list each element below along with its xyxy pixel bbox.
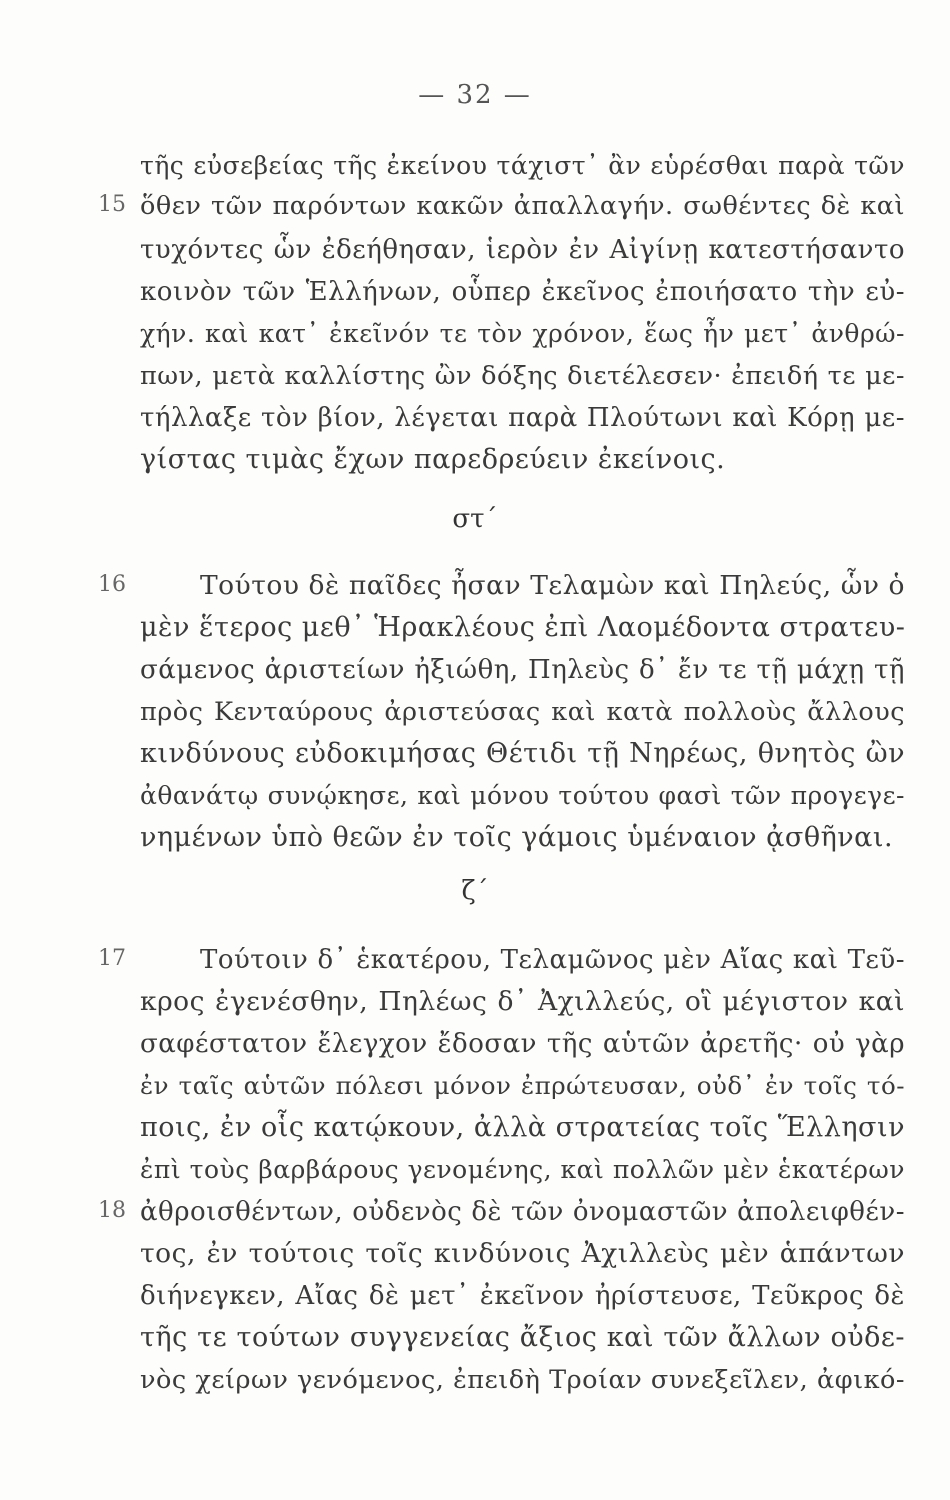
text-line: μὲν ἕτερος μεθ᾽ Ἡρακλέους ἐπὶ Λαομέδοντα στρατευ-: [140, 612, 906, 643]
text-line: ἀθανάτῳ συνῴκησε, καὶ μόνου τούτου φασὶ τῶν προγεγε-: [140, 781, 905, 810]
text-line: ποις, ἐν οἷς κατῴκουν, ἀλλὰ στρατείας τοῖς Ἕλλησιν: [140, 1112, 905, 1143]
text-line: ἀθροισθέντων, οὐδενὸς δὲ τῶν ὀνομαστῶν ἀπολειφθέν-: [140, 1197, 905, 1227]
text-line: τος, ἐν τούτοις τοῖς κινδύνοις Ἀχιλλεὺς μὲν ἁπάντων: [140, 1238, 905, 1269]
text-line: κοινὸν τῶν Ἑλλήνων, οὗπερ ἐκεῖνος ἐποιήσατο τὴν εὐ-: [140, 277, 905, 307]
text-line: τυχόντες ὧν ἐδεήθησαν, ἱερὸν ἐν Αἰγίνῃ κατεστήσαντο: [140, 235, 905, 265]
text-line: τῆς τε τούτων συγγενείας ἄξιος καὶ τῶν ἄλλων οὐδε-: [140, 1322, 905, 1353]
text-line: χήν. καὶ κατ᾽ ἐκεῖνόν τε τὸν χρόνον, ἕως ἦν μετ᾽ ἀνθρώ-: [140, 319, 905, 348]
text-line: γίστας τιμὰς ἔχων παρεδρεύειν ἐκείνοις.: [140, 444, 726, 475]
text-line: διήνεγκεν, Αἴας δὲ μετ᾽ ἐκεῖνον ἠρίστευσε, Τεῦκρος δὲ: [140, 1281, 905, 1311]
text-line: Τούτου δὲ παῖδες ἦσαν Τελαμὼν καὶ Πηλεύς, ὧν ὁ: [200, 570, 905, 601]
text-line: Τούτοιν δ᾽ ἑκατέρου, Τελαμῶνος μὲν Αἴας καὶ Τεῦ-: [200, 945, 905, 975]
text-line: ὅθεν τῶν παρόντων κακῶν ἀπαλλαγήν. σωθέντες δὲ καὶ: [140, 191, 905, 221]
line-number-margin: 15: [98, 192, 126, 217]
text-line: νὸς χείρων γενόμενος, ἐπειδὴ Τροίαν συνεξεῖλεν, ἀφικό-: [140, 1365, 905, 1395]
text-line: κινδύνους εὐδοκιμήσας Θέτιδι τῇ Νηρέως, θνητὸς ὢν: [140, 738, 905, 769]
text-line: σάμενος ἀριστείων ἠξιώθη, Πηλεὺς δ᾽ ἔν τε τῇ μάχῃ τῇ: [140, 655, 905, 685]
page-number: — 32 —: [418, 80, 532, 110]
text-line: τήλλαξε τὸν βίον, λέγεται παρὰ Πλούτωνι καὶ Κόρῃ με-: [140, 403, 905, 433]
line-number-margin: 16: [98, 572, 126, 597]
line-number-margin: 18: [98, 1198, 126, 1223]
text-line: ἐπὶ τοὺς βαρβάρους γενομένης, καὶ πολλῶν μὲν ἑκατέρων: [140, 1155, 905, 1184]
text-line: κρος ἐγενέσθην, Πηλέως δ᾽ Ἀχιλλεύς, οἳ μέγιστον καὶ: [140, 986, 905, 1017]
text-line: σαφέστατον ἔλεγχον ἔδοσαν τῆς αὑτῶν ἀρετῆς· οὐ γὰρ: [140, 1029, 905, 1059]
text-line: πων, μετὰ καλλίστης ὢν δόξης διετέλεσεν· ἐπειδή τε με-: [140, 361, 905, 391]
line-number-margin: 17: [98, 946, 126, 971]
text-line: ἐν ταῖς αὑτῶν πόλεσι μόνον ἐπρώτευσαν, οὐδ᾽ ἐν τοῖς τό-: [140, 1071, 905, 1100]
text-line: νημένων ὑπὸ θεῶν ἐν τοῖς γάμοις ὑμέναιον ᾀσθῆναι.: [140, 822, 894, 853]
section-heading: στ´: [452, 504, 498, 534]
section-heading: ζ´: [461, 876, 489, 906]
text-line: τῆς εὐσεβείας τῆς ἐκείνου τάχιστ᾽ ἂν εὑρέσθαι παρὰ τῶν: [140, 151, 905, 180]
text-line: πρὸς Κενταύρους ἀριστεύσας καὶ κατὰ πολλοὺς ἄλλους: [140, 697, 905, 727]
